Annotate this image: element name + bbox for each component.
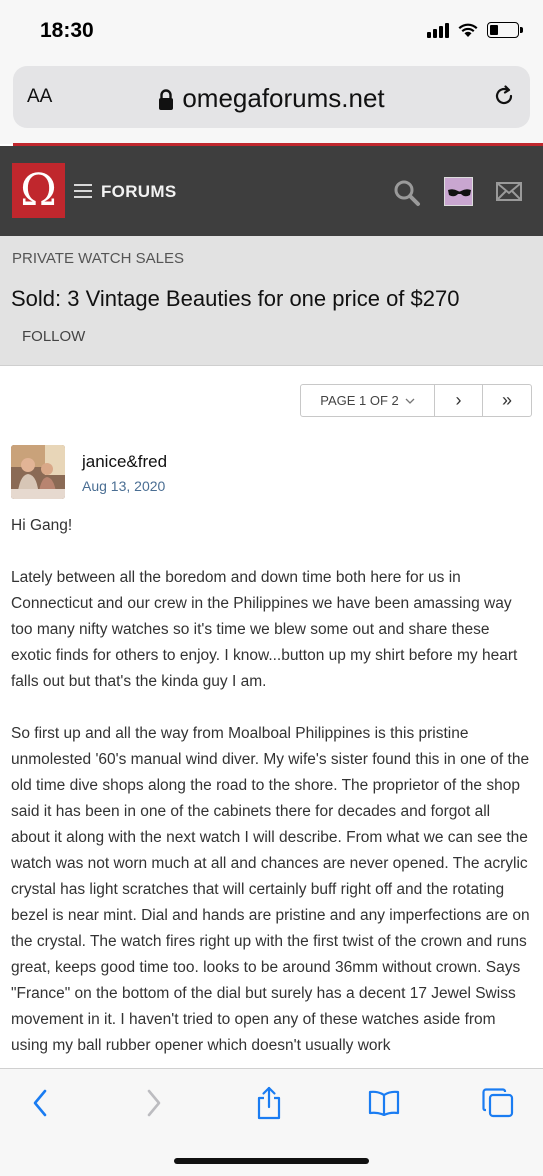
- post-date[interactable]: Aug 13, 2020: [82, 478, 166, 494]
- share-button[interactable]: [249, 1087, 289, 1119]
- post-paragraph: So first up and all the way from Moalboal Philippines is this pristine unmolested '60's manual wind diver. My wife's sister found this in one of the old time dive shops along the road to the shore. The proprietor of the shop said it has been in one of the cabinets there for decades and forgot all about it along with the next watch I will describe. From what we can see the watch was not worn much at all and chances are never opened. The acrylic crystal has light scratches that will certainly buff right off and the rotating bezel is near mint. Dial and hands are pristine and any imperfections are on the crystal. The watch fires right up with the first twist of the crown and runs great, keeps good time too. looks to be around 36mm without crown. Says "France" on the bottom of the dial but surely has a decent 17 Jewel Swiss movement in it. I haven't tried to open any of these watches aside from using my ball rubber opener which doesn't usually work: [11, 725, 530, 1054]
- user-avatar[interactable]: [444, 177, 473, 206]
- chevron-right-icon: [146, 1089, 162, 1117]
- follow-button[interactable]: FOLLOW: [22, 328, 86, 345]
- post-paragraph: Hi Gang!: [11, 517, 73, 534]
- url-domain: omegaforums.net: [182, 83, 385, 113]
- home-indicator: [174, 1158, 369, 1164]
- post-avatar-image: [11, 445, 65, 499]
- breadcrumb[interactable]: PRIVATE WATCH SALES: [12, 250, 184, 267]
- chevron-left-icon: [32, 1089, 48, 1117]
- user-avatar-image: [445, 178, 473, 206]
- share-icon: [256, 1086, 282, 1120]
- last-page-button[interactable]: [483, 385, 531, 416]
- page-select-dropdown[interactable]: [301, 385, 435, 416]
- forward-button[interactable]: [134, 1087, 174, 1119]
- cellular-signal-icon: [427, 22, 449, 38]
- lock-icon: [158, 89, 174, 111]
- browser-chrome: [0, 60, 543, 144]
- tabs-icon: [482, 1088, 514, 1118]
- book-icon: [368, 1090, 400, 1116]
- pagination: [300, 384, 532, 417]
- hamburger-menu-icon[interactable]: [74, 184, 92, 202]
- double-chevron-right-icon: »: [501, 390, 512, 410]
- post-body: [11, 513, 533, 1085]
- page-title: Sold: 3 Vintage Beauties for one price of $270: [11, 286, 460, 311]
- address-bar[interactable]: [13, 66, 530, 128]
- page-label: PAGE 1 OF 2: [320, 393, 399, 408]
- status-bar: [0, 0, 543, 60]
- post-username[interactable]: janice&fred: [82, 452, 168, 471]
- forum-header: [0, 146, 543, 236]
- battery-icon: [487, 22, 519, 38]
- chevron-down-icon: [405, 398, 415, 404]
- avatar[interactable]: [11, 445, 65, 499]
- back-button[interactable]: [20, 1087, 60, 1119]
- url-display[interactable]: [13, 83, 530, 114]
- status-icons: [427, 22, 519, 38]
- omega-logo[interactable]: Ω: [12, 163, 65, 218]
- search-icon[interactable]: [393, 179, 421, 207]
- thread-header: [0, 236, 543, 366]
- wifi-icon: [457, 22, 479, 38]
- post-paragraph: Lately between all the boredom and down time both here for us in Connecticut and our crew in the Philippines we have been amassing way too many nifty watches so it's time we blew some out and share these exotic finds for others to enjoy. I know...button up my shirt before my heart falls out but that's the kinda guy I am.: [11, 569, 518, 690]
- reload-icon[interactable]: [492, 84, 516, 108]
- tabs-button[interactable]: [478, 1087, 518, 1119]
- forums-nav-link[interactable]: FORUMS: [101, 182, 177, 201]
- mail-icon[interactable]: [496, 182, 522, 201]
- text-size-button[interactable]: AA: [27, 86, 53, 107]
- next-page-button[interactable]: [435, 385, 483, 416]
- status-time: 18:30: [40, 19, 94, 42]
- chevron-right-icon: ›: [455, 390, 462, 410]
- bookmarks-button[interactable]: [364, 1087, 404, 1119]
